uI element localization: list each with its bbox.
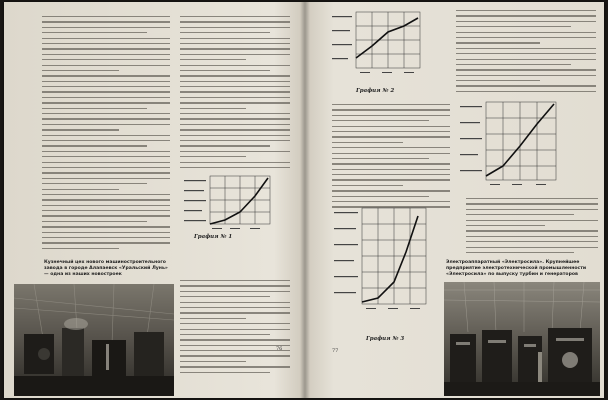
text-line — [180, 280, 290, 281]
text-line — [180, 16, 290, 17]
text-line — [42, 221, 147, 222]
text-line — [332, 163, 450, 164]
text-line — [456, 15, 596, 16]
text-line — [42, 118, 170, 119]
text-line — [332, 120, 429, 121]
text-line — [180, 59, 246, 60]
text-line — [180, 129, 290, 130]
text-line — [180, 296, 270, 297]
text-line — [42, 108, 147, 109]
graph-3-title: Графия № 3 — [366, 336, 405, 342]
text-line — [42, 129, 119, 130]
text-line — [42, 59, 170, 60]
assembly-hall-image — [444, 282, 600, 396]
text-line — [42, 151, 170, 152]
text-line — [456, 21, 596, 22]
text-line — [42, 215, 170, 216]
text-line — [456, 64, 571, 65]
text-line — [42, 97, 170, 98]
text-line — [332, 126, 450, 127]
text-line — [180, 70, 270, 71]
text-line — [332, 109, 450, 110]
text-line — [456, 69, 596, 70]
factory-photo-right — [444, 282, 600, 396]
right-column-2-text — [456, 10, 596, 96]
text-line — [180, 75, 290, 76]
text-line — [42, 124, 170, 125]
left-column-1-text — [42, 16, 170, 253]
text-line — [42, 86, 170, 87]
text-line — [180, 366, 290, 367]
text-line — [456, 32, 596, 33]
right-page-number: 77 — [332, 348, 339, 354]
text-line — [180, 302, 290, 303]
graph-2-title: Графия № 2 — [356, 88, 395, 94]
text-line — [180, 113, 290, 114]
text-line — [466, 241, 598, 242]
text-line — [466, 252, 574, 253]
text-line — [456, 91, 596, 92]
text-line — [456, 59, 596, 60]
text-line — [42, 232, 170, 233]
text-line — [456, 75, 596, 76]
text-line — [180, 81, 290, 82]
text-line — [180, 124, 290, 125]
text-line — [466, 203, 598, 204]
text-line — [42, 48, 170, 49]
text-line — [180, 97, 290, 98]
text-line — [42, 242, 170, 243]
text-line — [42, 135, 170, 136]
text-line — [332, 147, 450, 148]
text-line — [180, 151, 290, 152]
text-line — [332, 179, 450, 180]
text-line — [180, 135, 290, 136]
text-line — [180, 355, 290, 356]
text-line — [332, 185, 403, 186]
text-line — [332, 169, 450, 170]
text-line — [456, 42, 540, 43]
text-line — [456, 26, 571, 27]
text-line — [332, 196, 429, 197]
text-line — [180, 102, 290, 103]
text-line — [42, 205, 170, 206]
text-line — [180, 65, 290, 66]
text-line — [42, 226, 170, 227]
text-line — [180, 145, 270, 146]
magazine-spread — [4, 2, 604, 398]
text-line — [42, 145, 147, 146]
text-line — [180, 91, 290, 92]
text-line — [42, 102, 170, 103]
text-line — [466, 247, 598, 248]
right-photo-caption: Электроаппаратный «Электросила». Крупнейшее предприятие электротехнической промышленности «Электросила» по выпуску турбин и генераторов — [446, 260, 587, 277]
right-page — [306, 2, 604, 398]
factory-photo-left — [14, 284, 174, 396]
right-column-3-text — [466, 198, 598, 257]
text-line — [180, 318, 246, 319]
text-line — [42, 38, 170, 39]
text-line — [180, 307, 290, 308]
text-line — [466, 209, 598, 210]
text-line — [42, 237, 170, 238]
left-column-2-text-lower — [180, 280, 290, 377]
text-line — [180, 32, 270, 33]
text-line — [466, 230, 598, 231]
text-line — [42, 81, 170, 82]
text-line — [180, 27, 290, 28]
text-line — [180, 339, 290, 340]
text-line — [180, 48, 290, 49]
text-line — [180, 323, 290, 324]
text-line — [180, 140, 290, 141]
text-line — [42, 91, 170, 92]
text-line — [180, 345, 290, 346]
text-line — [180, 108, 246, 109]
text-line — [180, 167, 290, 168]
text-line — [42, 199, 170, 200]
text-line — [180, 21, 290, 22]
text-line — [180, 291, 290, 292]
graph-3 — [328, 202, 446, 322]
text-line — [180, 86, 290, 87]
text-line — [332, 174, 450, 175]
left-page-number: 76 — [276, 346, 283, 352]
text-line — [42, 248, 119, 249]
text-line — [332, 190, 450, 191]
text-line — [42, 189, 119, 190]
text-line — [466, 220, 598, 221]
text-line — [180, 156, 246, 157]
graph-2 — [326, 8, 436, 92]
text-line — [42, 65, 170, 66]
text-line — [42, 27, 170, 28]
text-line — [466, 225, 545, 226]
graph-1-title: Графия № 1 — [194, 234, 233, 240]
text-line — [42, 32, 147, 33]
text-line — [456, 85, 596, 86]
text-line — [42, 210, 170, 211]
text-line — [180, 334, 270, 335]
text-line — [42, 70, 119, 71]
text-line — [180, 329, 290, 330]
text-line — [456, 37, 596, 38]
text-line — [42, 162, 170, 163]
text-line — [180, 43, 290, 44]
text-line — [42, 194, 170, 195]
text-line — [42, 21, 170, 22]
text-line — [456, 10, 596, 11]
text-line — [466, 236, 598, 237]
text-line — [466, 198, 598, 199]
text-line — [332, 142, 403, 143]
page-gutter — [300, 2, 310, 398]
text-line — [180, 372, 270, 373]
text-line — [42, 156, 170, 157]
text-line — [42, 43, 170, 44]
left-page — [4, 2, 304, 398]
text-line — [180, 312, 290, 313]
text-line — [180, 361, 246, 362]
right-column-1-text — [332, 104, 450, 212]
text-line — [42, 172, 170, 173]
text-line — [42, 54, 170, 55]
text-line — [180, 38, 290, 39]
text-line — [180, 350, 290, 351]
text-line — [180, 118, 290, 119]
text-line — [42, 167, 170, 168]
text-line — [180, 285, 290, 286]
text-line — [456, 48, 596, 49]
text-line — [42, 183, 147, 184]
text-line — [42, 178, 170, 179]
text-line — [332, 136, 450, 137]
left-column-2-text — [180, 16, 290, 172]
left-photo-caption: Кузнечный цех нового машиностроительного завода в городе Алапаевск «Уральский Лунь» — одна из наших новостроек — [44, 260, 168, 277]
factory-interior-image — [14, 284, 174, 396]
text-line — [42, 113, 170, 114]
text-line — [456, 53, 596, 54]
text-line — [180, 162, 290, 163]
text-line — [332, 131, 450, 132]
text-line — [332, 153, 450, 154]
text-line — [180, 54, 290, 55]
text-line — [332, 115, 450, 116]
graph-4 — [456, 98, 576, 194]
text-line — [332, 158, 429, 159]
text-line — [42, 140, 170, 141]
text-line — [332, 104, 450, 105]
text-line — [42, 16, 170, 17]
graph-1 — [180, 170, 290, 280]
text-line — [456, 80, 540, 81]
text-line — [42, 75, 170, 76]
text-line — [466, 214, 574, 215]
